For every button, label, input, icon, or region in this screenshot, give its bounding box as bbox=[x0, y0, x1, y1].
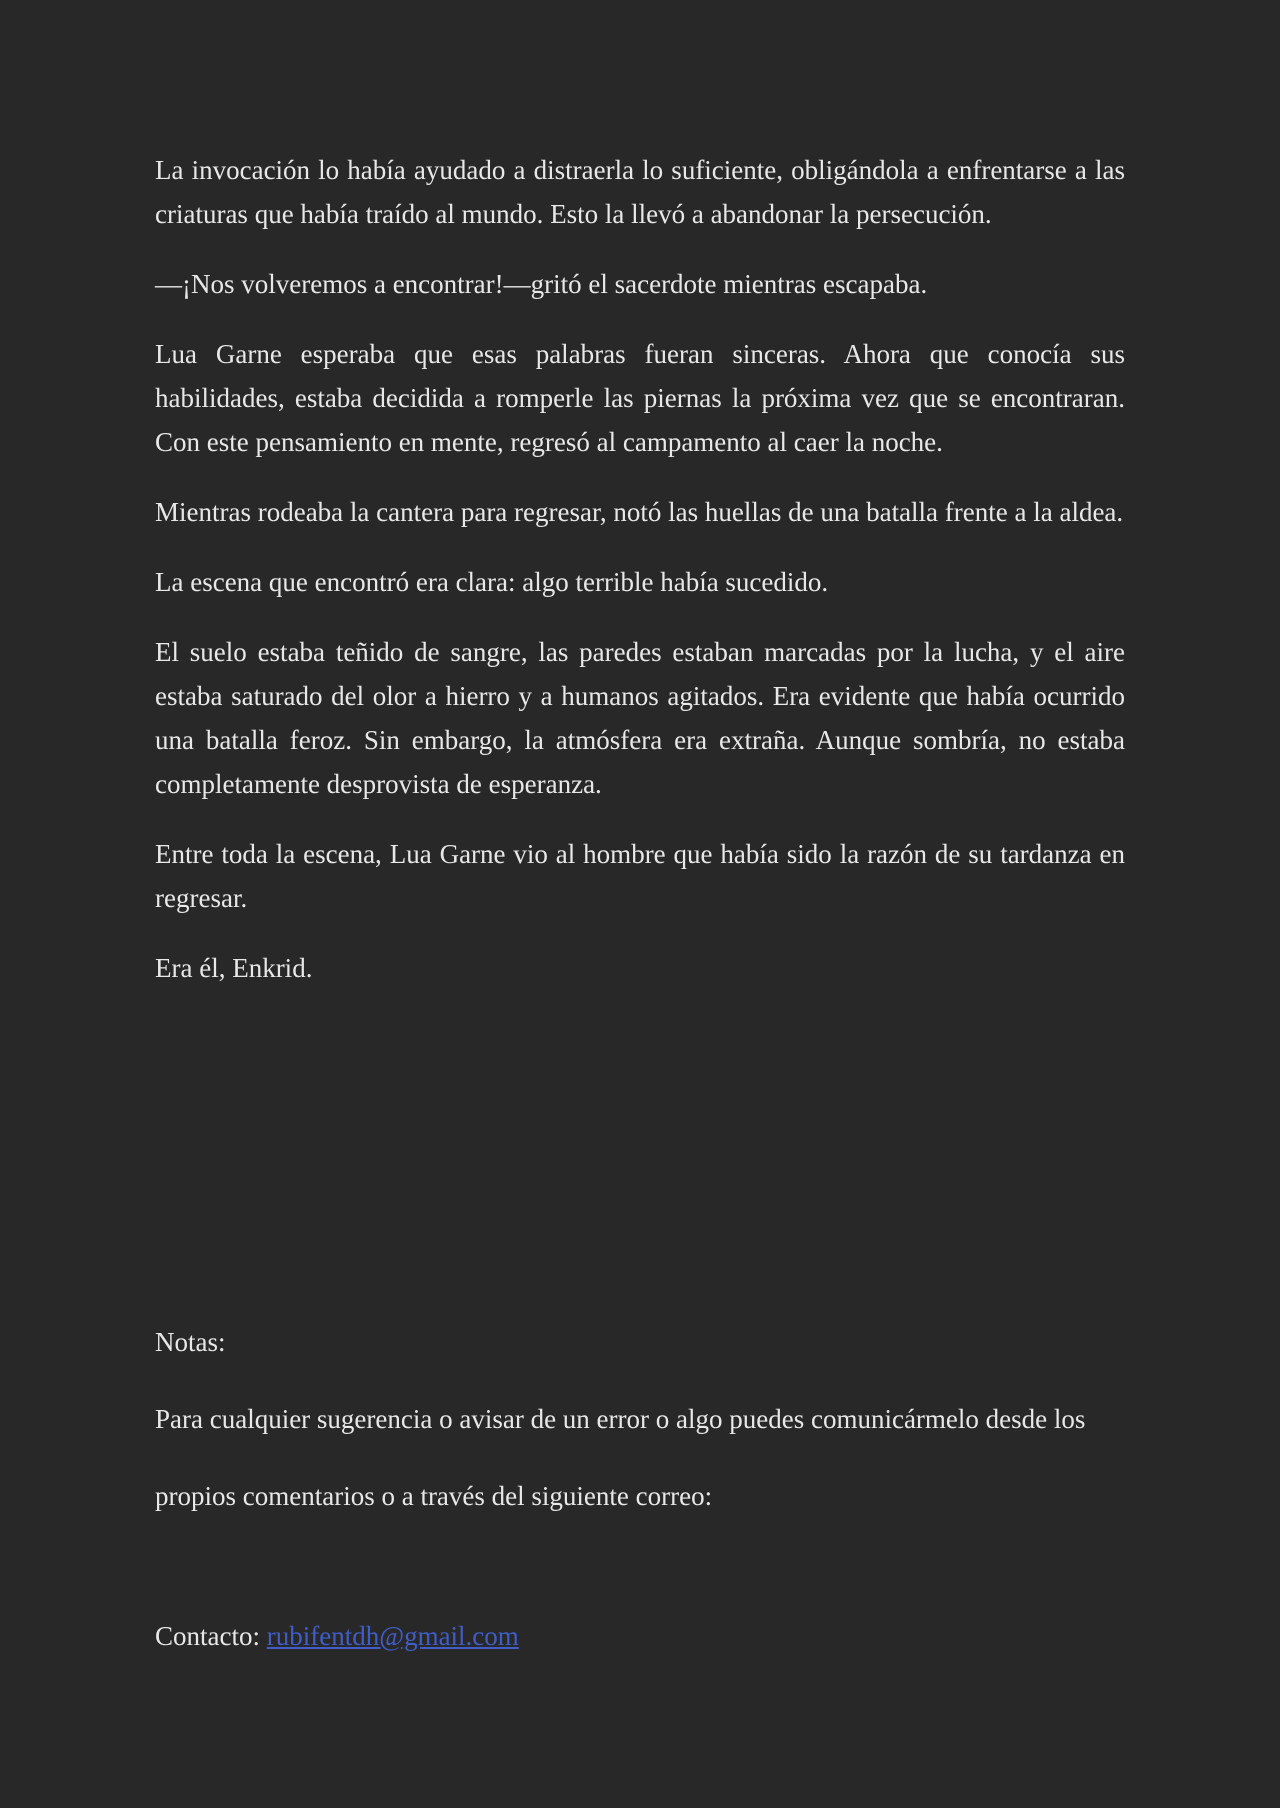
contact-line bbox=[155, 1614, 1145, 1658]
paragraph-3: Lua Garne esperaba que esas palabras fueran sinceras. Ahora que conocía sus habilidades, estaba decidida a romperle las piernas la próxima vez que se encontraran. Con este pensamiento en mente, regresó al campamento al caer la noche. bbox=[155, 339, 1125, 457]
email-link[interactable]: rubifentdh@gmail.com bbox=[266, 1621, 519, 1651]
paragraph-7: Entre toda la escena, Lua Garne vio al hombre que había sido la razón de su tardanza en regresar. bbox=[155, 839, 1125, 913]
notes-line-1: Para cualquier sugerencia o avisar de un error o algo puedes comunicármelo desde los bbox=[155, 1404, 1086, 1434]
notes-line-2: propios comentarios o a través del siguiente correo: bbox=[155, 1481, 713, 1511]
paragraph-4: Mientras rodeaba la cantera para regresar, notó las huellas de una batalla frente a la aldea. bbox=[155, 497, 1124, 527]
chapter-text bbox=[155, 148, 1125, 1016]
translator-notes bbox=[155, 1320, 1145, 1658]
paragraph-6: El suelo estaba teñido de sangre, las paredes estaban marcadas por la lucha, y el aire estaba saturado del olor a hierro y a humanos agitados. Era evidente que había ocurrido una batalla feroz. Sin embargo, la atmósfera era extraña. Aunque sombría, no estaba completamente desprovista de esperanza. bbox=[155, 637, 1125, 799]
paragraph-1: La invocación lo había ayudado a distraerla lo suficiente, obligándola a enfrentarse a las criaturas que había traído al mundo. Esto la llevó a abandonar la persecución. bbox=[155, 155, 1125, 229]
contact-label: Contacto: bbox=[155, 1621, 267, 1651]
paragraph-2: —¡Nos volveremos a encontrar!—gritó el sacerdote mientras escapaba. bbox=[155, 269, 928, 299]
paragraph-8: Era él, Enkrid. bbox=[155, 953, 313, 983]
notes-heading: Notas: bbox=[155, 1327, 226, 1357]
paragraph-5: La escena que encontró era clara: algo terrible había sucedido. bbox=[155, 567, 829, 597]
